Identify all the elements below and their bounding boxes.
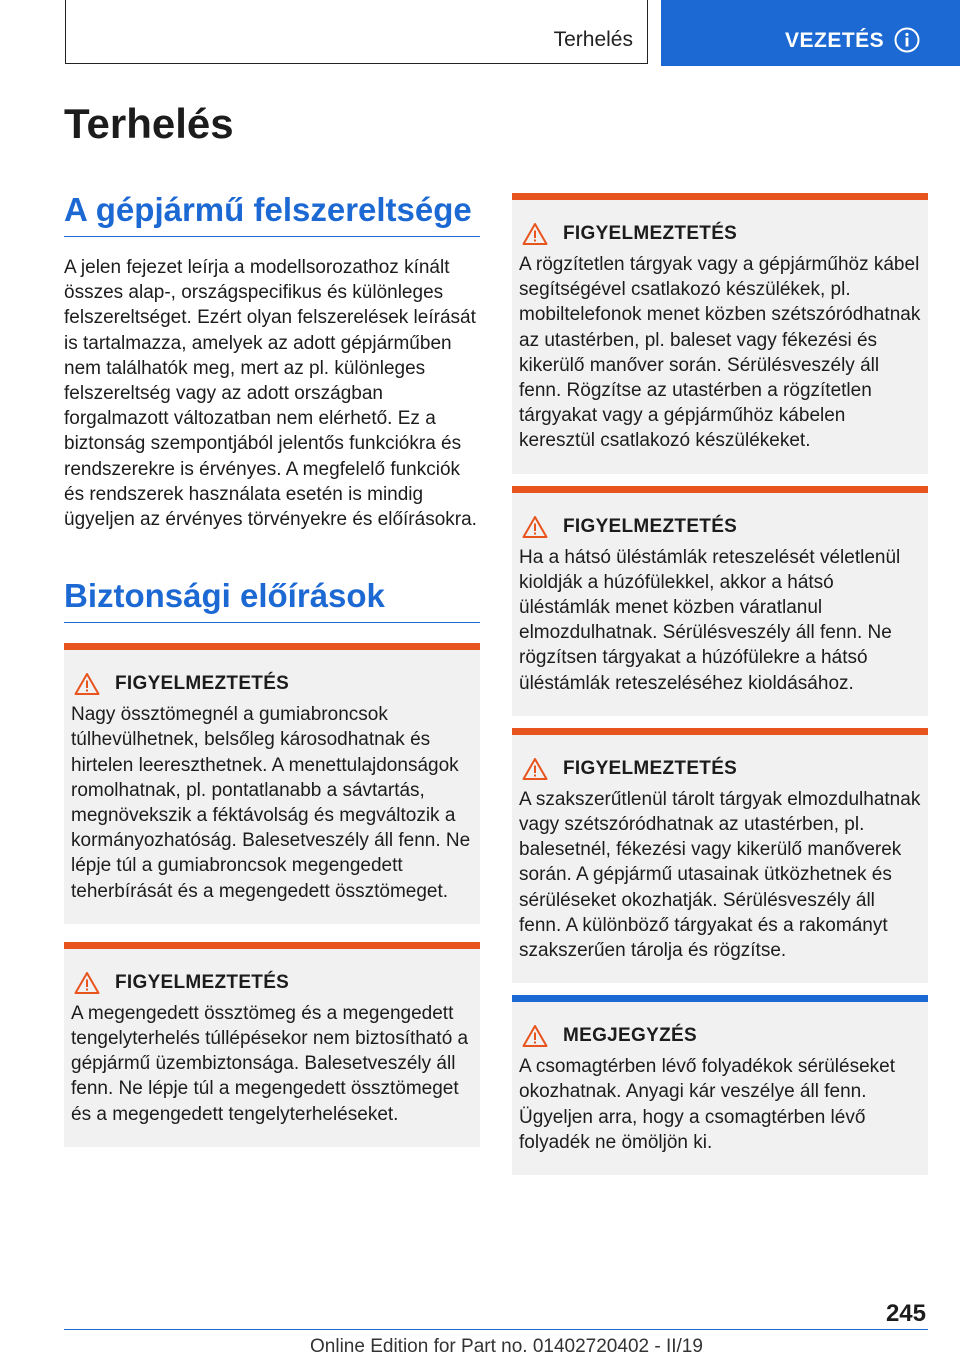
warning-label: FIGYELMEZTETÉS bbox=[563, 223, 738, 244]
header-section-label: Terhelés bbox=[553, 28, 633, 51]
footer-divider bbox=[64, 1329, 928, 1330]
left-column bbox=[64, 190, 480, 1147]
section-body-equipment: A jelen fejezet leírja a modellsorozathoz kínált összes alap-, országspecifikus és különleges felszereltséget. Ezért olyan felszerelések leírását is tartalmazza, amelyek az adott gépjárműben nem találhatók meg, mert az pl. különleges felszereltség vagy az adott országban forgalmazott változatban nem elérhető. Ez a biztonság szempontjából jelentős funkciókra és rendszerekre is érvényes. A megfelelő funkciók és rendszerek használata esetén is mindig ügyeljen az érvényes törvényekre és előírásokra. bbox=[64, 257, 477, 531]
page-title: Terhelés bbox=[64, 100, 234, 147]
warning-label: FIGYELMEZTETÉS bbox=[115, 673, 290, 695]
header-chapter-tab[interactable] bbox=[661, 0, 960, 66]
note-box bbox=[512, 995, 928, 1175]
warning-box bbox=[512, 728, 928, 983]
section-title-equipment: A gépjármű felszereltsége bbox=[64, 190, 480, 237]
warning-triangle-icon bbox=[74, 672, 100, 696]
section-title-safety: Biztonsági előírások bbox=[64, 576, 480, 623]
right-column bbox=[512, 193, 928, 1175]
warning-box bbox=[64, 942, 480, 1147]
header-chapter-label: VEZETÉS bbox=[785, 29, 885, 52]
footer-edition: Online Edition for Part no. 01402720402 - II/19 bbox=[310, 1336, 703, 1357]
warning-label: FIGYELMEZTETÉS bbox=[563, 515, 738, 537]
note-label: MEGJEGYZÉS bbox=[563, 1025, 697, 1047]
warning-text: Ha a hátsó üléstámlák reteszelését véletlenül kioldják a húzófülekkel, akkor a hátsó üléstámlák menet közben váratlanul elmozdulhatnak. Sérülésveszély áll fenn. Ne rögzítsen tárgyakat a húzófülekre a hátsó üléstámlák reteszeléséhez kioldásához. bbox=[519, 546, 901, 694]
warning-label: FIGYELMEZTETÉS bbox=[115, 971, 290, 993]
warning-box bbox=[512, 193, 928, 474]
warning-triangle-icon bbox=[522, 515, 548, 539]
note-text: A csomagtérben lévő folyadékok sérüléseket okozhatnak. Anyagi kár veszélye áll fenn. Ügyeljen arra, hogy a csomagtérben lévő folyadék ne ömöljön ki. bbox=[519, 1056, 895, 1153]
warning-text: Nagy össztömegnél a gumiabroncsok túlhevülhetnek, belsőleg károsodhatnak és hirtelen leereszthetnek. A menettulajdonságok romolhatnak, pl. pontatlanabb a sávtartás, megnövekszik a féktávolság és megváltozik a kormányozhatóság. Balesetveszély áll fenn. Ne lépje túl a gumiabroncsok megengedett teherbírását és a megengedett össztömeget. bbox=[71, 704, 471, 902]
warning-triangle-icon bbox=[74, 971, 100, 995]
warning-text: A rögzítetlen tárgyak vagy a gépjárműhöz kábel segítségével csatlakozó készülékek, pl. mobiltelefonok menet közben szétszóródhatnak az utastérben, pl. baleset vagy fékezési és kikerülő manőver során. Sérülésveszély áll fenn. Rögzítse az utastérben a rögzítetlen tárgyakat vagy a gépjárműhöz kábelen keresztül csatlakozó készülékeket. bbox=[519, 254, 921, 452]
warning-triangle-icon bbox=[522, 757, 548, 781]
warning-triangle-icon bbox=[522, 222, 548, 246]
warning-box bbox=[512, 486, 928, 716]
warning-text: A szakszerűtlenül tárolt tárgyak elmozdulhatnak vagy szétszóródhatnak az utastérben, pl. balesetnél, fékezési vagy kikerülő manőverek során. A gépjármű utasainak ütközhetnek és sérüléseket okozhatják. Sérülésveszély áll fenn. A különböző tárgyakat és a rakományt szakszerűen tárolja és rögzítse. bbox=[519, 788, 921, 962]
page-number: 245 bbox=[885, 1300, 926, 1327]
header-section-tab bbox=[65, 0, 648, 64]
warning-label: FIGYELMEZTETÉS bbox=[563, 757, 738, 779]
caution-triangle-icon bbox=[522, 1024, 548, 1048]
info-icon[interactable] bbox=[894, 27, 920, 53]
warning-text: A megengedett össztömeg és a megengedett tengelyterhelés túllépésekor nem biztosítható a gépjármű üzembiztonsága. Balesetveszély áll fenn. Ne lépje túl a megengedett össztömeget és a megengedett tengelyterheléseket. bbox=[71, 1002, 469, 1125]
warning-box bbox=[64, 643, 480, 924]
